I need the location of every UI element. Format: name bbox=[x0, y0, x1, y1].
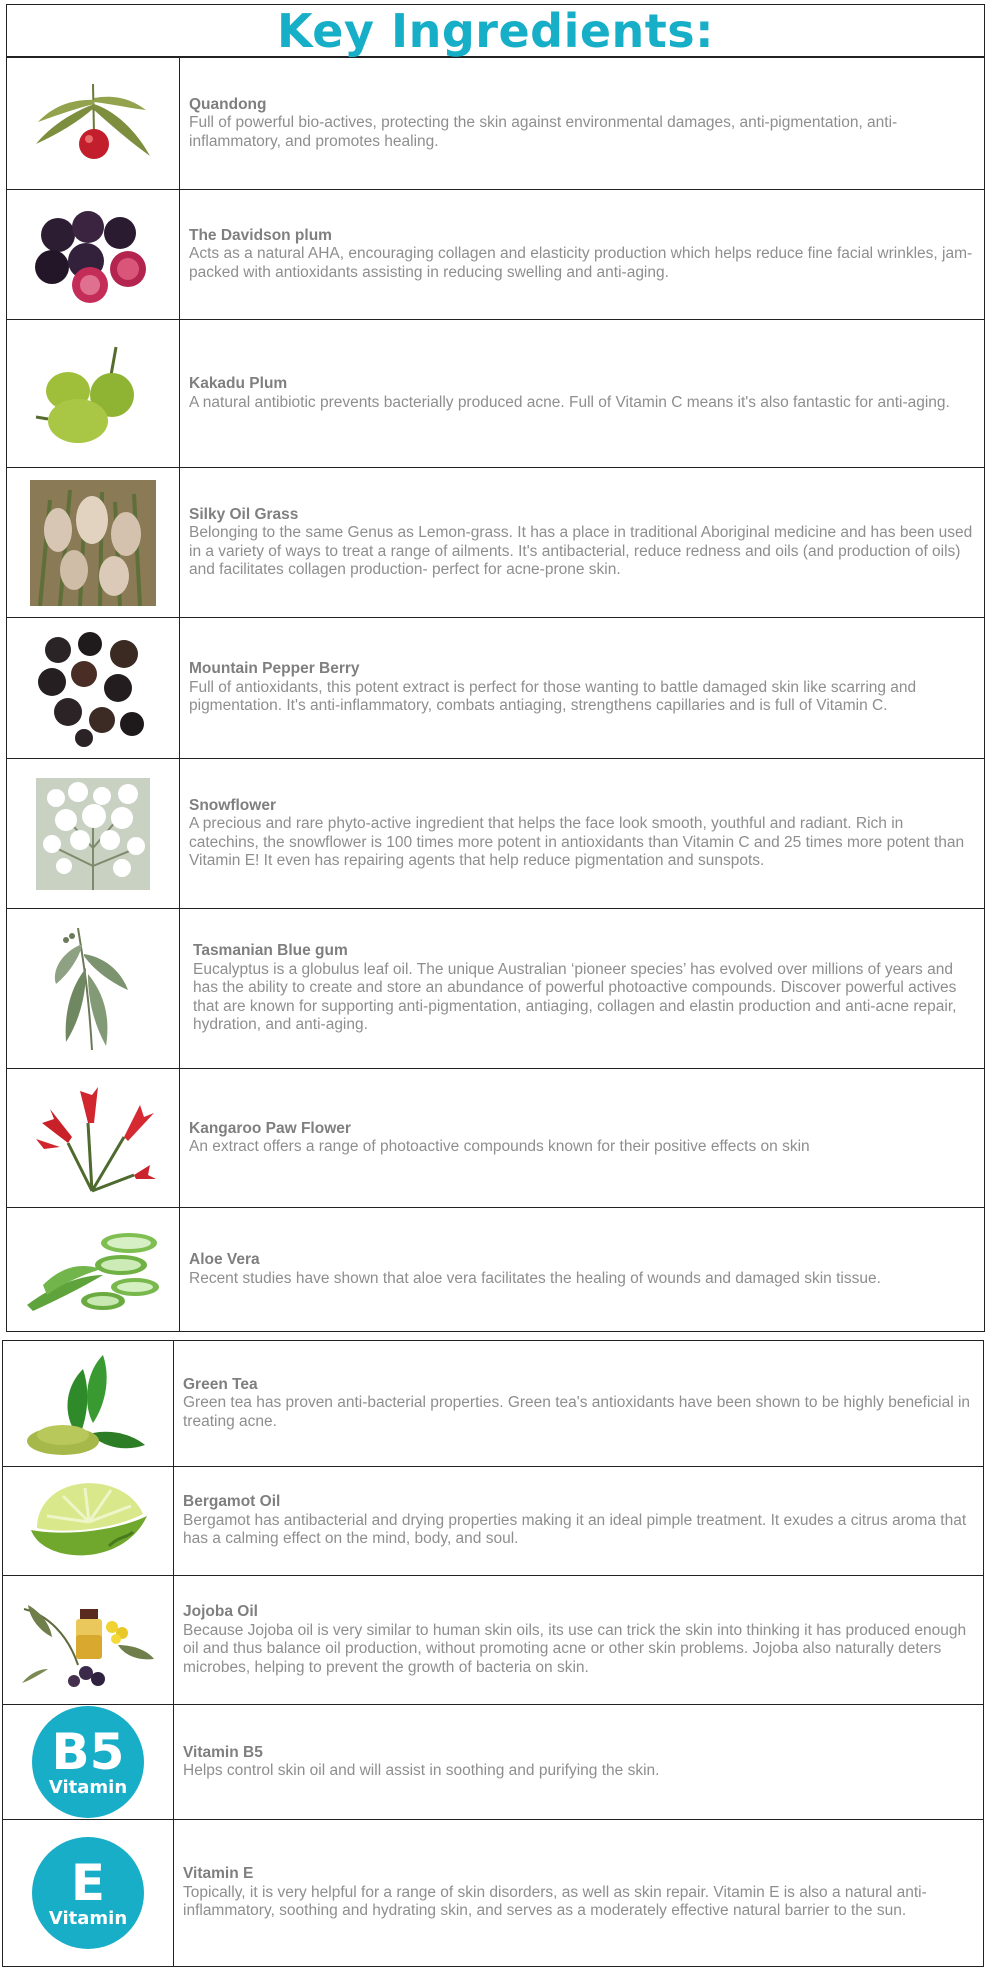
ingredient-description: Eucalyptus is a globulus leaf oil. The unique Australian ‘pioneer species’ has evolved over millions of years and has the ability to create and store an abundance of powerful photoactive compounds. Discover powerful actives that are known for supporting anti-pigmentation, antiaging, collagen and elastin production and anti-acne repair, hydration, and anti-aging. bbox=[193, 960, 957, 1034]
badge-subtext: Vitamin bbox=[48, 1777, 128, 1798]
jojoba-oil-icon bbox=[3, 1576, 174, 1704]
ingredient-name: Vitamin B5 bbox=[183, 1743, 263, 1761]
vitamin-b5-badge bbox=[3, 1705, 174, 1819]
badge-subtext: Vitamin bbox=[48, 1908, 128, 1929]
eucalyptus-leaf-icon bbox=[7, 909, 180, 1068]
table-row bbox=[7, 908, 984, 1068]
quandong-fruit-icon bbox=[7, 58, 180, 189]
ingredient-name: Snowflower bbox=[189, 796, 276, 814]
ingredient-name: Kangaroo Paw Flower bbox=[189, 1119, 351, 1137]
kangaroo-paw-flower-icon bbox=[7, 1069, 180, 1207]
table-row bbox=[3, 1704, 983, 1819]
table-row bbox=[7, 58, 984, 189]
ingredient-name: Aloe Vera bbox=[189, 1251, 260, 1268]
table-row bbox=[7, 319, 984, 467]
ingredient-description: An extract offers a range of photoactive compounds known for their positive effects on skin bbox=[189, 1138, 810, 1155]
pepper-berry-icon bbox=[7, 618, 180, 758]
davidson-plum-icon bbox=[7, 190, 180, 319]
table-row bbox=[7, 1068, 984, 1207]
ingredient-description: Green tea has proven anti-bacterial properties. Green tea's antioxidants have been shown to be highly beneficial in treating acne. bbox=[183, 1394, 971, 1430]
ingredient-name: Green Tea bbox=[183, 1375, 258, 1393]
vitamin-e-badge bbox=[3, 1820, 174, 1966]
ingredient-name: Silky Oil Grass bbox=[189, 505, 299, 523]
ingredients-table-a bbox=[6, 57, 985, 1332]
table-row bbox=[7, 758, 984, 908]
ingredient-description: Topically, it is very helpful for a range of skin disorders, as well as skin repair. Vitamin E is also a natural anti-inflammatory, soothing and hydrating skin, and serves as a moderately effective natural barrier to the sun. bbox=[183, 1883, 927, 1920]
table-row bbox=[7, 467, 984, 617]
table-row bbox=[7, 189, 984, 319]
bergamot-icon bbox=[3, 1467, 174, 1575]
snowflower-icon bbox=[7, 759, 180, 908]
ingredient-name: Mountain Pepper Berry bbox=[189, 660, 360, 678]
ingredient-name: Vitamin E bbox=[183, 1865, 254, 1883]
ingredient-name: Quandong bbox=[189, 95, 267, 113]
ingredient-description: Helps control skin oil and will assist in soothing and purifying the skin. bbox=[183, 1762, 660, 1779]
ingredient-name: Kakadu Plum bbox=[189, 375, 288, 392]
badge-text: E bbox=[70, 1854, 106, 1912]
ingredient-description: Because Jojoba oil is very similar to human skin oils, its use can trick the skin into thinking it has produced enough oil and thus balance oil production, without promoting acne or other skin problems. Jojoba also naturally deters microbes, helping to prevent the growth of bacteria on skin. bbox=[183, 1621, 967, 1676]
ingredient-description: Full of antioxidants, this potent extract is perfect for those wanting to battle damaged skin like scarring and pigmentation. It's anti-inflammatory, combats antiaging, strengthens capillaries and is full of Vitamin C. bbox=[189, 678, 917, 715]
page-title: Key Ingredients: bbox=[276, 4, 715, 58]
table-row bbox=[3, 1466, 983, 1575]
table-row bbox=[3, 1341, 983, 1466]
ingredient-description: A precious and rare phyto-active ingredient that helps the face look smooth, youthful and radiant. Rich in catechins, the snowflower is 100 times more potent in antioxidants than Vitamin C and 25 times more potent than Vitamin E! It even has repairing agents that help reduce pigmentation and sunspots. bbox=[189, 815, 965, 869]
aloe-vera-icon bbox=[7, 1208, 180, 1331]
ingredient-name: The Davidson plum bbox=[189, 226, 332, 244]
ingredient-name: Bergamot Oil bbox=[183, 1493, 281, 1511]
silky-oil-grass-icon bbox=[7, 468, 180, 617]
badge-text: B5 bbox=[51, 1723, 125, 1781]
kakadu-plum-icon bbox=[7, 320, 180, 467]
ingredient-description: Full of powerful bio-actives, protecting the skin against environmental damages, anti-pigmentation, anti-inflammatory, and promotes healing. bbox=[189, 114, 898, 150]
green-tea-icon bbox=[3, 1341, 174, 1466]
ingredient-description: Acts as a natural AHA, encouraging collagen and elasticity production which helps reduce fine facial wrinkles, jam-packed with antioxidants assisting in reducing swelling and anti-aging. bbox=[189, 245, 973, 281]
ingredient-name: Tasmanian Blue gum bbox=[193, 942, 348, 960]
ingredient-description: Bergamot has antibacterial and drying properties making it an ideal pimple treatment. It exudes a citrus aroma that has a calming effect on the mind, body, and soul. bbox=[183, 1511, 967, 1548]
ingredient-description: Belonging to the same Genus as Lemon-grass. It has a place in traditional Aboriginal medicine and has been used in a variety of ways to treat a range of ailments. It's antibacterial, reduce redness and oils (and production of oils) and facilitates collagen production- perfect for acne-prone skin. bbox=[189, 524, 973, 578]
ingredients-table-b bbox=[2, 1340, 984, 1967]
ingredient-description: Recent studies have shown that aloe vera facilitates the healing of wounds and damaged skin tissue. bbox=[189, 1269, 881, 1287]
table-row bbox=[3, 1819, 983, 1966]
table-row bbox=[7, 617, 984, 758]
ingredient-name: Jojoba Oil bbox=[183, 1603, 258, 1620]
table-row bbox=[7, 1207, 984, 1331]
table-row bbox=[3, 1575, 983, 1704]
ingredient-description: A natural antibiotic prevents bacterially produced acne. Full of Vitamin C means it's also fantastic for anti-aging. bbox=[189, 393, 950, 411]
title-box bbox=[6, 4, 985, 57]
